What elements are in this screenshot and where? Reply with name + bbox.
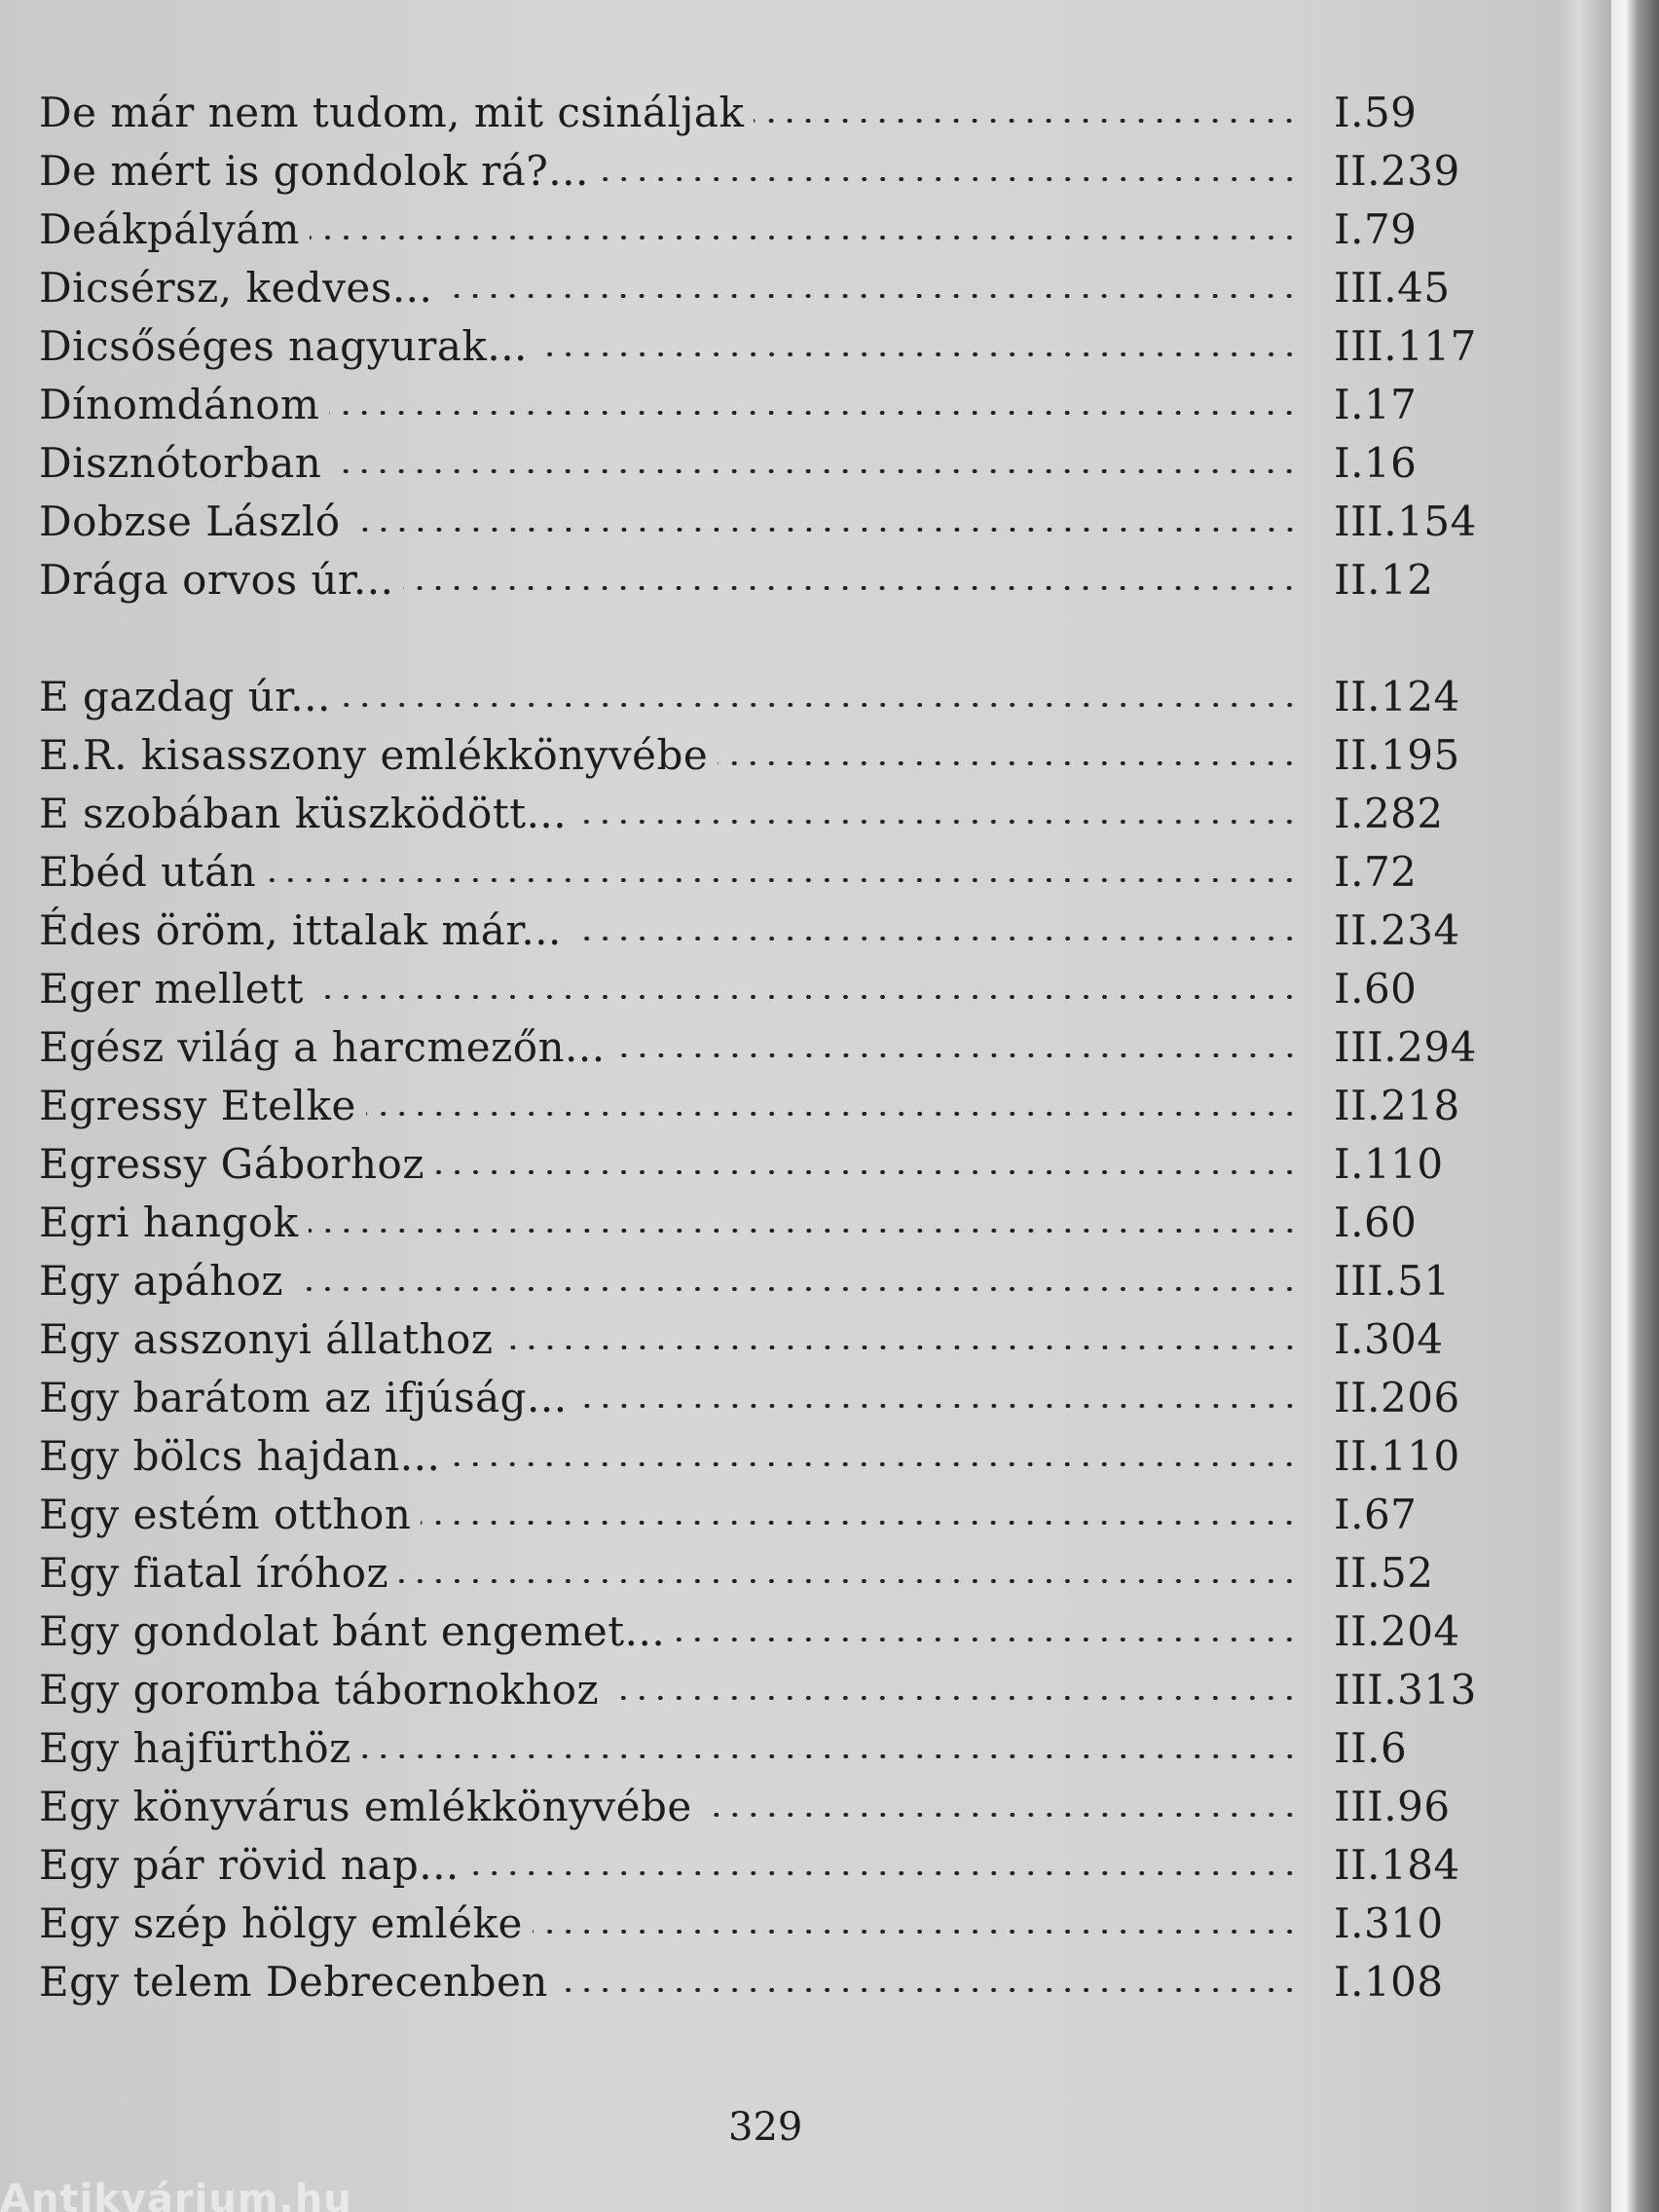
index-entry bbox=[39, 492, 1499, 550]
index-entry bbox=[39, 1894, 1499, 1952]
dot-leader bbox=[341, 703, 1299, 707]
entry-title: Egy szép hölgy emléke bbox=[39, 1899, 523, 1947]
index-entry bbox=[39, 1543, 1499, 1602]
index-entry bbox=[39, 1017, 1499, 1076]
entry-title: De már nem tudom, mit csináljak bbox=[39, 88, 745, 136]
dot-leader bbox=[537, 352, 1299, 356]
entry-page-reference: I.67 bbox=[1334, 1490, 1418, 1538]
index-group-d bbox=[39, 83, 1499, 608]
index-entry bbox=[39, 1134, 1499, 1193]
index-entry bbox=[39, 1835, 1499, 1894]
index-entry bbox=[39, 375, 1499, 433]
group-separator bbox=[39, 608, 1499, 667]
index-group-e bbox=[39, 667, 1499, 2010]
entry-title: Dobzse László bbox=[39, 497, 341, 545]
dot-leader bbox=[442, 294, 1299, 298]
index-entry bbox=[39, 1251, 1499, 1309]
entry-page-reference: I.79 bbox=[1334, 204, 1418, 253]
page-number: 329 bbox=[728, 2105, 803, 2150]
entry-title: Drága orvos úr... bbox=[39, 555, 394, 604]
entry-page-reference: I.304 bbox=[1334, 1314, 1444, 1363]
index-entry bbox=[39, 1368, 1499, 1426]
entry-page-reference: III.154 bbox=[1334, 497, 1477, 545]
page-edge-shading bbox=[1558, 0, 1611, 2212]
entry-page-reference: III.117 bbox=[1334, 321, 1477, 370]
entry-title: Egy asszonyi állathoz bbox=[39, 1314, 494, 1363]
dot-leader bbox=[361, 1754, 1299, 1758]
index-entry bbox=[39, 1193, 1499, 1251]
index-entry bbox=[39, 200, 1499, 258]
dot-leader bbox=[558, 1988, 1299, 1992]
entry-title: E gazdag úr... bbox=[39, 672, 331, 720]
entry-title: E szobában küszködött... bbox=[39, 789, 568, 837]
entry-page-reference: II.6 bbox=[1334, 1723, 1408, 1772]
entry-title: Egy telem Debrecenben bbox=[39, 1957, 548, 2006]
entry-title: Egy bölcs hajdan... bbox=[39, 1431, 441, 1480]
entry-title: Egy barátom az ifjúság... bbox=[39, 1373, 568, 1421]
entry-title: Egri hangok bbox=[39, 1198, 299, 1246]
entry-title: De mért is gondolok rá?... bbox=[39, 146, 589, 195]
entry-page-reference: I.110 bbox=[1334, 1139, 1444, 1188]
title-index bbox=[39, 83, 1499, 2010]
index-entry bbox=[39, 725, 1499, 784]
dot-leader bbox=[310, 236, 1299, 240]
dot-leader bbox=[266, 878, 1299, 882]
entry-title: Egy gondolat bánt engemet... bbox=[39, 1606, 666, 1655]
dot-leader bbox=[615, 1053, 1299, 1057]
entry-page-reference: I.60 bbox=[1334, 964, 1418, 1013]
entry-title: Egressy Gáborhoz bbox=[39, 1139, 424, 1188]
entry-title: Dínomdánom bbox=[39, 380, 320, 428]
index-entry bbox=[39, 1602, 1499, 1660]
index-entry bbox=[39, 1309, 1499, 1368]
index-entry bbox=[39, 550, 1499, 608]
entry-page-reference: III.51 bbox=[1334, 1256, 1451, 1305]
index-entry bbox=[39, 842, 1499, 901]
dot-leader bbox=[313, 995, 1299, 999]
dot-leader bbox=[571, 937, 1299, 940]
index-entry bbox=[39, 258, 1499, 316]
index-entry bbox=[39, 1952, 1499, 2010]
entry-title: Egy estém otthon bbox=[39, 1490, 412, 1538]
index-entry bbox=[39, 959, 1499, 1017]
index-entry bbox=[39, 83, 1499, 141]
entry-title: Ebéd után bbox=[39, 847, 257, 896]
dot-leader bbox=[293, 1287, 1299, 1291]
entry-page-reference: II.52 bbox=[1334, 1548, 1434, 1597]
entry-title: Egy fiatal íróhoz bbox=[39, 1548, 389, 1597]
dot-leader bbox=[309, 1229, 1299, 1233]
index-entry bbox=[39, 1076, 1499, 1134]
index-entry bbox=[39, 1426, 1499, 1485]
entry-page-reference: II.12 bbox=[1334, 555, 1434, 604]
entry-page-reference: II.234 bbox=[1334, 905, 1460, 954]
dot-leader bbox=[366, 1112, 1299, 1116]
entry-page-reference: II.239 bbox=[1334, 146, 1460, 195]
entry-title: Disznótorban bbox=[39, 438, 322, 487]
index-entry bbox=[39, 433, 1499, 492]
entry-title: Egy goromba tábornokhoz bbox=[39, 1665, 600, 1714]
watermark-logo: Antikvárium.hu bbox=[0, 2177, 352, 2212]
entry-page-reference: II.195 bbox=[1334, 730, 1460, 779]
entry-page-reference: II.124 bbox=[1334, 672, 1460, 720]
entry-page-reference: I.16 bbox=[1334, 438, 1418, 487]
entry-title: Egy könyvárus emlékkönyvébe bbox=[39, 1782, 692, 1830]
entry-page-reference: II.184 bbox=[1334, 1840, 1460, 1889]
entry-page-reference: III.294 bbox=[1334, 1022, 1477, 1071]
dot-leader bbox=[331, 469, 1299, 473]
entry-page-reference: II.110 bbox=[1334, 1431, 1460, 1480]
entry-page-reference: II.206 bbox=[1334, 1373, 1460, 1421]
entry-title: Eger mellett bbox=[39, 964, 304, 1013]
entry-title: Egressy Etelke bbox=[39, 1081, 356, 1129]
entry-title: E.R. kisasszony emlékkönyvébe bbox=[39, 730, 709, 779]
dot-leader bbox=[350, 528, 1299, 532]
dot-leader bbox=[533, 1930, 1299, 1934]
entry-title: Dicsőséges nagyurak... bbox=[39, 321, 528, 370]
entry-page-reference: I.72 bbox=[1334, 847, 1418, 896]
dot-leader bbox=[434, 1170, 1299, 1174]
entry-page-reference: III.96 bbox=[1334, 1782, 1451, 1830]
dot-leader bbox=[403, 586, 1299, 590]
book-binding-edge bbox=[1611, 0, 1659, 2212]
dot-leader bbox=[503, 1346, 1299, 1349]
dot-leader bbox=[718, 761, 1299, 765]
index-entry bbox=[39, 316, 1499, 375]
entry-page-reference: I.59 bbox=[1334, 88, 1418, 136]
entry-page-reference: III.45 bbox=[1334, 263, 1451, 312]
dot-leader bbox=[702, 1813, 1299, 1817]
dot-leader bbox=[599, 177, 1299, 181]
entry-page-reference: I.60 bbox=[1334, 1198, 1418, 1246]
dot-leader bbox=[675, 1638, 1299, 1641]
entry-page-reference: I.310 bbox=[1334, 1899, 1444, 1947]
dot-leader bbox=[329, 411, 1299, 415]
dot-leader bbox=[398, 1579, 1299, 1583]
dot-leader bbox=[608, 1696, 1299, 1700]
index-entry bbox=[39, 1777, 1499, 1835]
index-entry bbox=[39, 667, 1499, 725]
dot-leader bbox=[450, 1462, 1299, 1466]
index-entry bbox=[39, 784, 1499, 842]
index-entry bbox=[39, 1485, 1499, 1543]
index-entry bbox=[39, 141, 1499, 200]
entry-page-reference: I.108 bbox=[1334, 1957, 1444, 2006]
index-entry bbox=[39, 1718, 1499, 1777]
index-entry bbox=[39, 1660, 1499, 1718]
entry-page-reference: II.218 bbox=[1334, 1081, 1460, 1129]
dot-leader bbox=[576, 820, 1299, 824]
dot-leader bbox=[754, 119, 1299, 123]
entry-title: Egy hajfürthöz bbox=[39, 1723, 351, 1772]
index-entry bbox=[39, 901, 1499, 959]
dot-leader bbox=[577, 1404, 1299, 1408]
entry-page-reference: III.313 bbox=[1334, 1665, 1477, 1714]
entry-title: Deákpályám bbox=[39, 204, 300, 253]
entry-title: Dicsérsz, kedves... bbox=[39, 263, 433, 312]
entry-title: Egy pár rövid nap... bbox=[39, 1840, 460, 1889]
entry-title: Egy apához bbox=[39, 1256, 284, 1305]
entry-title: Édes öröm, ittalak már... bbox=[39, 905, 562, 954]
entry-page-reference: I.282 bbox=[1334, 789, 1444, 837]
entry-page-reference: II.204 bbox=[1334, 1606, 1460, 1655]
dot-leader bbox=[421, 1521, 1299, 1525]
entry-page-reference: I.17 bbox=[1334, 380, 1418, 428]
dot-leader bbox=[469, 1871, 1299, 1875]
entry-title: Egész világ a harcmezőn... bbox=[39, 1022, 606, 1071]
